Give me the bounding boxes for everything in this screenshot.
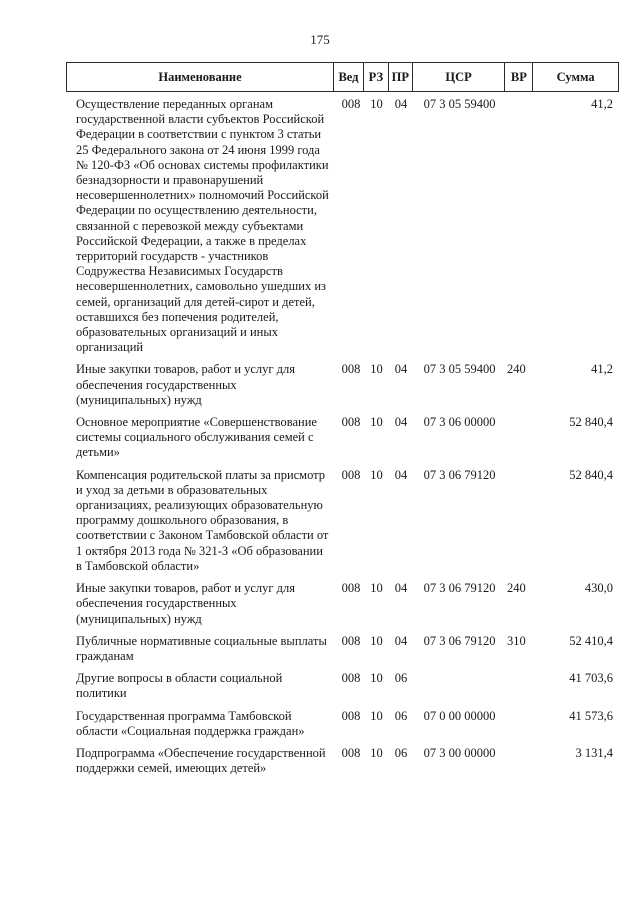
row-sum: 430,0	[584, 581, 613, 596]
row-csr: 07 3 06 79120	[423, 467, 496, 482]
row-pr: 06	[394, 708, 408, 723]
row-sum: 41 703,6	[569, 671, 613, 686]
row-sum: 41,2	[591, 362, 613, 377]
row-vr	[506, 709, 534, 739]
row-csr: 07 3 06 79120	[423, 633, 496, 648]
table-row	[66, 671, 619, 701]
page-number: 175	[310, 32, 330, 47]
row-ved: 008	[341, 671, 361, 686]
table-row	[66, 634, 619, 664]
row-rz: 10	[370, 362, 383, 377]
row-pr: 04	[394, 362, 408, 377]
table-row	[66, 468, 619, 574]
row-pr: 06	[394, 671, 408, 686]
row-ved: 008	[341, 467, 361, 482]
row-csr	[413, 671, 506, 701]
header-sum: Сумма	[556, 69, 595, 84]
row-vr	[506, 468, 534, 574]
table-row	[66, 709, 619, 739]
row-ved: 008	[341, 362, 361, 377]
row-name: Основное мероприятие «Совершенствование системы социального обслуживания семей с детьми»	[76, 415, 317, 460]
row-ved: 008	[341, 97, 361, 111]
row-pr: 04	[394, 97, 408, 111]
table-row	[66, 97, 619, 355]
header-rz: РЗ	[364, 63, 389, 91]
row-csr: 07 3 00 00000	[423, 745, 496, 760]
row-pr: 06	[394, 745, 408, 760]
row-name: Компенсация родительской платы за присмотр и уход за детьми в образовательных организациях, реализующих образовательную программу дошкольного образования, в соответствии с Законом Тамбовской области от 1 октября 2013 года № 321-З «Об образовании в Тамбовской области»	[76, 467, 329, 573]
row-name: Другие вопросы в области социальной политики	[76, 671, 283, 701]
row-name: Иные закупки товаров, работ и услуг для обеспечения государственных (муниципальных) нужд	[76, 362, 296, 407]
table-row	[66, 746, 619, 776]
row-rz: 10	[370, 415, 383, 430]
header-vr: ВР	[505, 63, 533, 91]
row-vr	[506, 97, 534, 355]
row-ved: 008	[341, 633, 361, 648]
table-body	[66, 97, 619, 783]
row-sum: 52 410,4	[569, 633, 613, 648]
header-pr: ПР	[389, 63, 413, 91]
row-vr	[506, 415, 534, 461]
row-vr: 240	[507, 581, 526, 596]
row-ved: 008	[341, 415, 361, 430]
table-row	[66, 581, 619, 627]
row-ved: 008	[341, 745, 361, 760]
row-vr	[506, 746, 534, 776]
row-name: Иные закупки товаров, работ и услуг для обеспечения государственных (муниципальных) нужд	[76, 581, 296, 626]
row-rz: 10	[370, 97, 383, 111]
row-vr: 240	[507, 362, 526, 377]
row-vr	[506, 671, 534, 701]
row-pr: 04	[394, 581, 408, 596]
row-csr: 07 3 05 59400	[423, 362, 496, 377]
row-csr: 07 3 05 59400	[423, 97, 496, 111]
header-csr: ЦСР	[413, 63, 506, 91]
row-ved: 008	[341, 708, 361, 723]
row-name: Государственная программа Тамбовской области «Социальная поддержка граждан»	[76, 708, 305, 738]
row-rz: 10	[370, 671, 383, 686]
header-ved: Вед	[334, 63, 364, 91]
row-pr: 04	[394, 633, 408, 648]
row-csr: 07 3 06 79120	[423, 581, 496, 596]
row-name: Подпрограмма «Обеспечение государственной поддержки семей, имеющих детей»	[76, 745, 326, 776]
row-csr: 07 3 06 00000	[423, 415, 496, 430]
row-sum: 52 840,4	[569, 415, 613, 430]
header-name: Наименование	[67, 63, 334, 91]
row-rz: 10	[370, 708, 383, 723]
row-sum: 3 131,4	[575, 745, 613, 760]
table-header	[66, 62, 619, 92]
table-row	[66, 362, 619, 408]
row-name: Публичные нормативные социальные выплаты гражданам	[76, 633, 327, 663]
row-rz: 10	[370, 633, 383, 648]
row-sum: 41,2	[591, 97, 613, 111]
row-rz: 10	[370, 467, 383, 482]
row-rz: 10	[370, 581, 383, 596]
row-sum: 41 573,6	[569, 708, 613, 723]
row-vr: 310	[507, 633, 526, 648]
row-csr: 07 0 00 00000	[423, 708, 496, 723]
row-pr: 04	[394, 467, 408, 482]
row-name: Осуществление переданных органам государственной власти субъектов Российской Федерации в соответствии с пунктом 3 статьи 25 Федерального закона от 24 июня 1999 года № 120-ФЗ «Об основах системы профилактики безнадзорности и правонарушений несовершеннолетних» полномочий Российской Федерации по осуществлению деятельности, связанной с перевозкой между субъектами Российской Федерации, а также в пределах территорий государств - участников Содружества Независимых Государств несовершеннолетних, самовольно ушедших из семей, организаций для детей-сирот и детей, оставшихся без попечения родителей, образовательных организаций и иных организаций	[76, 97, 329, 355]
row-ved: 008	[341, 581, 361, 596]
row-sum: 52 840,4	[569, 467, 613, 482]
row-pr: 04	[394, 415, 408, 430]
table-row	[66, 415, 619, 461]
row-rz: 10	[370, 745, 383, 760]
